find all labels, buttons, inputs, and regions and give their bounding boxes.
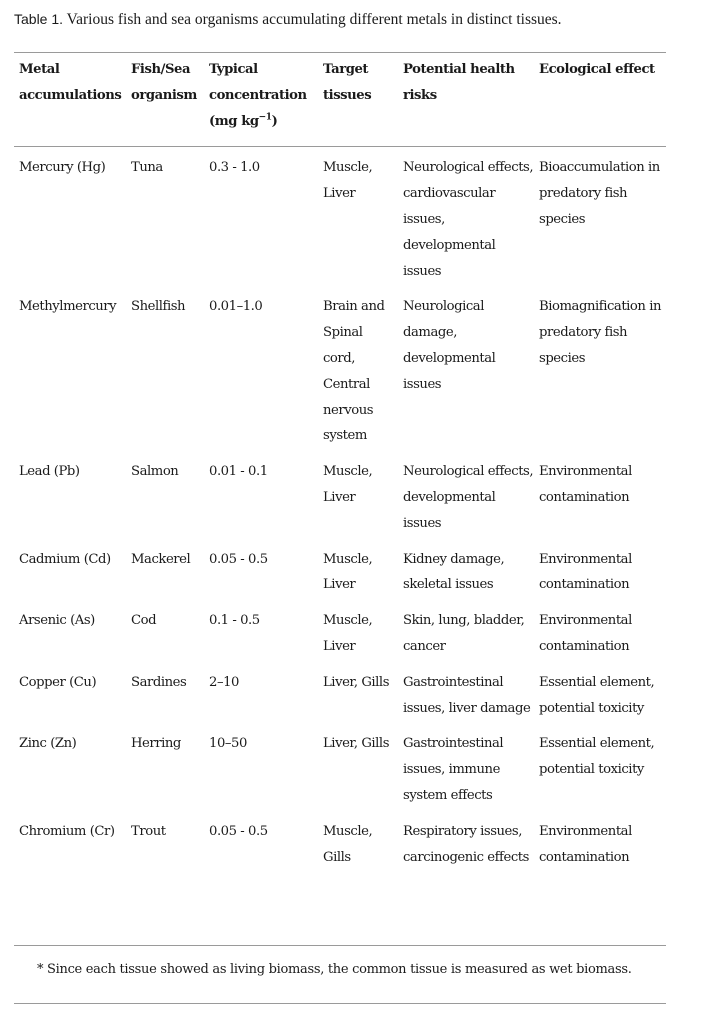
cell-metal: Copper (Cu) bbox=[19, 674, 97, 690]
cell-risks: Skin, lung, bladder, cancer bbox=[403, 613, 525, 654]
table-row bbox=[14, 147, 666, 294]
cell-risks: Neurological effects, cardiovascular issues, developmental issues bbox=[403, 160, 534, 279]
cell-tissues: Muscle, Liver bbox=[323, 613, 373, 654]
table-row bbox=[14, 459, 666, 546]
cell-metal: Zinc (Zn) bbox=[19, 736, 77, 752]
cell-organism: Tuna bbox=[131, 160, 163, 176]
cell-risks: Kidney damage, skeletal issues bbox=[403, 551, 505, 593]
header-unit-close: ) bbox=[271, 113, 278, 129]
cell-tissues: Liver, Gills bbox=[323, 674, 390, 690]
cell-concentration: 10–50 bbox=[209, 736, 247, 752]
table-bottom-rule bbox=[14, 945, 666, 946]
cell-organism: Trout bbox=[131, 823, 166, 839]
cell-ecology: Essential element, potential toxicity bbox=[539, 674, 655, 716]
cell-metal: Lead (Pb) bbox=[19, 464, 80, 480]
cell-concentration: 0.01 - 0.1 bbox=[209, 464, 268, 480]
cell-concentration: 0.01–1.0 bbox=[209, 299, 263, 315]
header-concentration-label: Typical concentration bbox=[209, 62, 307, 103]
cell-organism: Sardines bbox=[131, 674, 187, 690]
header-risks: Potential health risks bbox=[398, 53, 534, 147]
cell-risks: Gastrointestinal issues, liver damage bbox=[403, 674, 531, 716]
cell-organism: Salmon bbox=[131, 464, 179, 480]
cell-organism: Shellfish bbox=[131, 299, 186, 315]
cell-ecology: Bioaccumulation in predatory fish species bbox=[539, 160, 660, 227]
header-unit-base: (mg kg bbox=[209, 113, 259, 129]
cell-concentration: 0.3 - 1.0 bbox=[209, 160, 260, 176]
table-caption bbox=[14, 11, 562, 29]
cell-tissues: Liver, Gills bbox=[323, 736, 390, 752]
cell-metal: Cadmium (Cd) bbox=[19, 551, 111, 567]
cell-risks: Neurological effects, developmental issues bbox=[403, 464, 534, 531]
table-row bbox=[14, 547, 666, 609]
table-row bbox=[14, 819, 666, 881]
header-ecology: Ecological effect bbox=[534, 53, 666, 147]
cell-metal: Methylmercury bbox=[19, 299, 117, 315]
cell-concentration: 0.05 - 0.5 bbox=[209, 551, 268, 567]
table-row bbox=[14, 294, 666, 459]
cell-tissues: Muscle, Liver bbox=[323, 551, 373, 593]
cell-ecology: Environmental contamination bbox=[539, 551, 632, 593]
table-row bbox=[14, 608, 666, 670]
cell-tissues: Muscle, Liver bbox=[323, 160, 373, 202]
header-organism: Fish/Sea organism bbox=[126, 53, 204, 147]
cell-tissues: Brain and Spinal cord, Central nervous system bbox=[323, 299, 385, 444]
table-row bbox=[14, 731, 666, 818]
cell-risks: Gastrointestinal issues, immune system effects bbox=[403, 736, 504, 803]
table-row bbox=[14, 670, 666, 732]
cell-organism: Mackerel bbox=[131, 551, 191, 567]
table-header-row bbox=[14, 53, 666, 147]
header-metal: Metal accumulations bbox=[14, 53, 126, 147]
cell-metal: Chromium (Cr) bbox=[19, 823, 115, 839]
cell-tissues: Muscle, Gills bbox=[323, 823, 373, 865]
header-unit-exponent: −1 bbox=[258, 112, 272, 123]
cell-concentration: 0.05 - 0.5 bbox=[209, 823, 268, 839]
cell-ecology: Environmental contamination bbox=[539, 613, 632, 654]
cell-ecology: Biomagnification in predatory fish species bbox=[539, 299, 662, 366]
cell-metal: Arsenic (As) bbox=[19, 613, 95, 629]
cell-organism: Herring bbox=[131, 736, 181, 752]
cell-tissues: Muscle, Liver bbox=[323, 464, 373, 505]
cell-risks: Neurological damage, developmental issues bbox=[403, 299, 496, 392]
cell-ecology: Essential element, potential toxicity bbox=[539, 736, 655, 778]
table-caption-label: Table 1. bbox=[14, 11, 64, 27]
footnote-bottom-rule bbox=[14, 1003, 666, 1004]
table-caption-text: Various fish and sea organisms accumulating different metals in distinct tissues. bbox=[66, 11, 562, 28]
table-footnote: * Since each tissue showed as living biomass, the common tissue is measured as wet biomass. bbox=[37, 962, 632, 977]
cell-risks: Respiratory issues, carcinogenic effects bbox=[403, 823, 529, 865]
header-tissues: Target tissues bbox=[318, 53, 398, 147]
cell-organism: Cod bbox=[131, 613, 157, 629]
metals-table bbox=[14, 53, 666, 880]
header-concentration bbox=[204, 53, 318, 147]
cell-ecology: Environmental contamination bbox=[539, 464, 632, 505]
cell-concentration: 0.1 - 0.5 bbox=[209, 613, 260, 629]
cell-ecology: Environmental contamination bbox=[539, 823, 632, 865]
cell-metal: Mercury (Hg) bbox=[19, 160, 106, 176]
cell-concentration: 2–10 bbox=[209, 674, 239, 690]
